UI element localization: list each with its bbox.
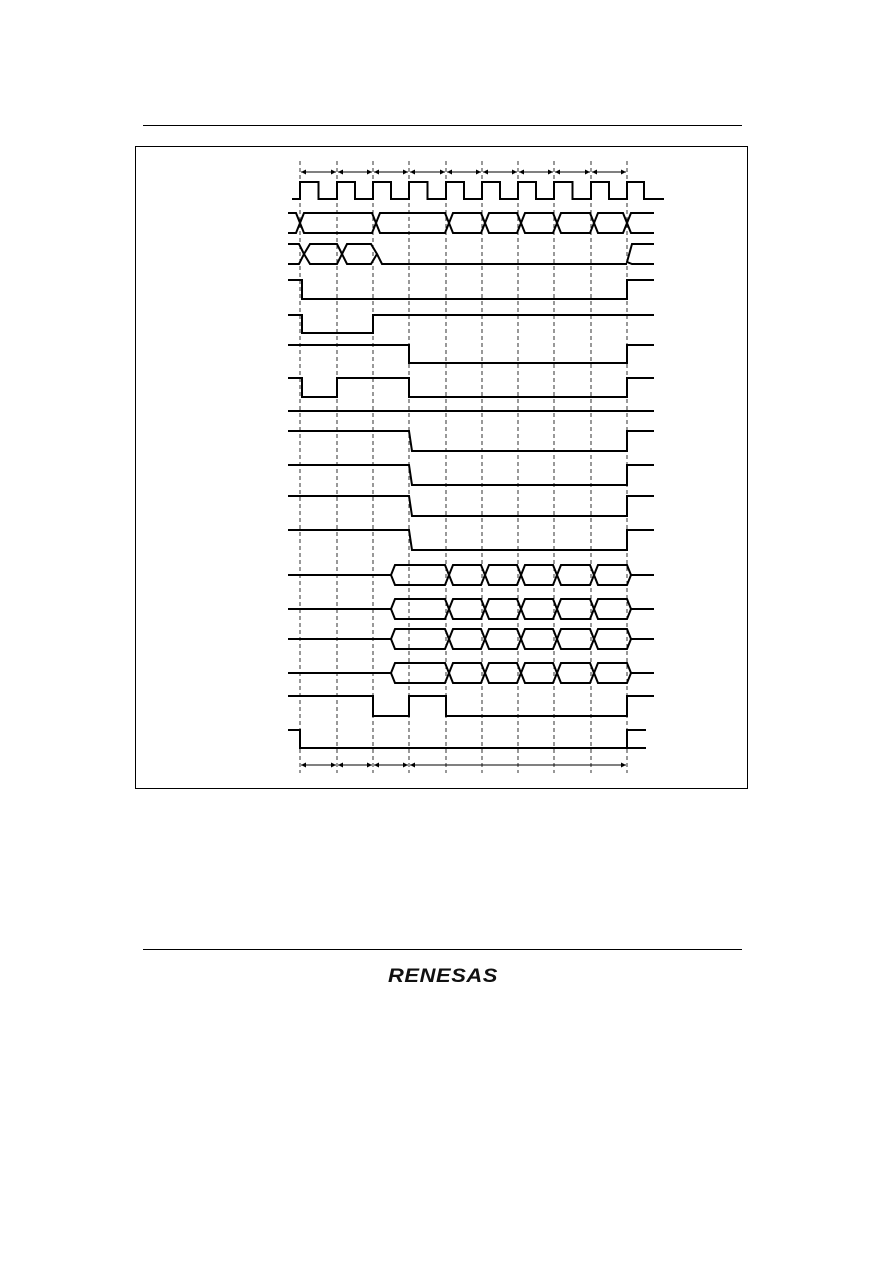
bus-2-seg-0 (304, 244, 342, 264)
data-2-waveform-segment-2 (485, 599, 521, 619)
top-arrow-6-head-left (519, 170, 524, 175)
data-2-waveform-segment-3 (521, 599, 557, 619)
bus-1-waveform-segment-5 (557, 213, 594, 233)
data-1-waveform-segment-2 (485, 565, 521, 585)
data-3-waveform (288, 629, 654, 649)
top-arrow-0 (301, 170, 336, 175)
timing-diagram (136, 147, 749, 790)
line-10-waveform (288, 696, 654, 716)
data-3-waveform-segment-3 (521, 629, 557, 649)
line-6-waveform (288, 431, 654, 451)
bottom-arrow-3-head-right (621, 763, 626, 768)
bottom-arrow-2-head-right (403, 763, 408, 768)
top-arrow-3-head-left (410, 170, 415, 175)
timing-diagram-frame (135, 146, 748, 789)
top-arrow-1-head-left (338, 170, 343, 175)
top-arrow-4-head-right (476, 170, 481, 175)
top-arrow-5-head-right (512, 170, 517, 175)
top-arrow-7-head-right (585, 170, 590, 175)
line-2-waveform (288, 315, 654, 333)
bottom-arrow-0-head-left (301, 763, 306, 768)
bus-1-waveform-segment-6 (594, 213, 627, 233)
data-4-waveform (288, 663, 654, 683)
top-arrow-8 (592, 170, 626, 175)
top-arrow-4 (447, 170, 481, 175)
bus-1-waveform-start (288, 213, 300, 233)
cycle-guide-lines (300, 161, 627, 773)
clock-waveform (292, 182, 664, 199)
data-1-waveform-segment-4 (557, 565, 594, 585)
data-4-waveform-segment-2 (485, 663, 521, 683)
line-3-waveform (288, 345, 654, 363)
top-arrow-1-head-right (367, 170, 372, 175)
bus-2-start (288, 244, 304, 264)
renesas-logo-icon (380, 960, 510, 990)
top-arrow-3 (410, 170, 445, 175)
top-arrow-5 (483, 170, 517, 175)
data-4-waveform-segment-5 (594, 663, 631, 683)
top-arrow-3-head-right (440, 170, 445, 175)
bottom-arrow-0 (301, 763, 336, 768)
bottom-state-arrows (301, 763, 626, 768)
bottom-arrow-1 (338, 763, 372, 768)
top-arrow-2-head-right (403, 170, 408, 175)
bottom-arrow-1-head-left (338, 763, 343, 768)
bus-2-seg-1 (342, 244, 377, 264)
bus-2-low (377, 254, 627, 264)
svg-text:RENESAS: RENESAS (388, 966, 498, 987)
bus-1-waveform-segment-1 (376, 213, 449, 233)
data-3-waveform-segment-4 (557, 629, 594, 649)
data-1-waveform-segment-3 (521, 565, 557, 585)
data-4-waveform-segment-4 (557, 663, 594, 683)
footer-rule (143, 949, 742, 950)
top-cycle-arrows (301, 170, 626, 175)
data-4-waveform-segment-1 (449, 663, 485, 683)
top-arrow-7 (555, 170, 590, 175)
data-3-waveform-segment-2 (485, 629, 521, 649)
top-arrow-5-head-left (483, 170, 488, 175)
bottom-arrow-1-head-right (367, 763, 372, 768)
bus-1-waveform-segment-0 (300, 213, 376, 233)
bus-1-waveform (288, 213, 654, 233)
data-3-waveform-segment-5 (594, 629, 631, 649)
top-arrow-4-head-left (447, 170, 452, 175)
data-2-waveform-segment-0 (391, 599, 449, 619)
bus-2-waveform (288, 244, 654, 264)
line-9-waveform (288, 530, 654, 550)
top-arrow-2 (374, 170, 408, 175)
data-2-waveform-segment-5 (594, 599, 631, 619)
bottom-arrow-2 (374, 763, 408, 768)
data-1-waveform-segment-0 (391, 565, 449, 585)
top-arrow-8-head-left (592, 170, 597, 175)
data-2-waveform-segment-4 (557, 599, 594, 619)
top-arrow-6-head-right (548, 170, 553, 175)
data-1-waveform-segment-1 (449, 565, 485, 585)
renesas-logo (380, 960, 510, 990)
data-1-waveform-segment-5 (594, 565, 631, 585)
header-rule (143, 125, 742, 126)
bus-1-waveform-segment-4 (521, 213, 557, 233)
data-4-waveform-segment-0 (391, 663, 449, 683)
data-2-waveform (288, 599, 654, 619)
line-8-waveform (288, 496, 654, 516)
top-arrow-7-head-left (555, 170, 560, 175)
data-2-waveform-segment-1 (449, 599, 485, 619)
line-4-waveform (288, 378, 654, 397)
top-arrow-0-head-right (331, 170, 336, 175)
bottom-arrow-0-head-right (331, 763, 336, 768)
data-4-waveform-segment-3 (521, 663, 557, 683)
data-3-waveform-segment-1 (449, 629, 485, 649)
bus-2-end (627, 244, 654, 264)
waveforms (288, 182, 664, 748)
bottom-arrow-3-head-left (410, 763, 415, 768)
data-3-waveform-segment-0 (391, 629, 449, 649)
top-arrow-0-head-left (301, 170, 306, 175)
bus-1-waveform-segment-3 (485, 213, 521, 233)
line-11-waveform (288, 730, 646, 748)
data-1-waveform (288, 565, 654, 585)
top-arrow-1 (338, 170, 372, 175)
top-arrow-6 (519, 170, 553, 175)
line-1-waveform (288, 280, 654, 299)
top-arrow-2-head-left (374, 170, 379, 175)
top-arrow-8-head-right (621, 170, 626, 175)
line-7-waveform (288, 465, 654, 485)
bus-1-waveform-end (627, 213, 654, 233)
bottom-arrow-2-head-left (374, 763, 379, 768)
bus-1-waveform-segment-2 (449, 213, 485, 233)
